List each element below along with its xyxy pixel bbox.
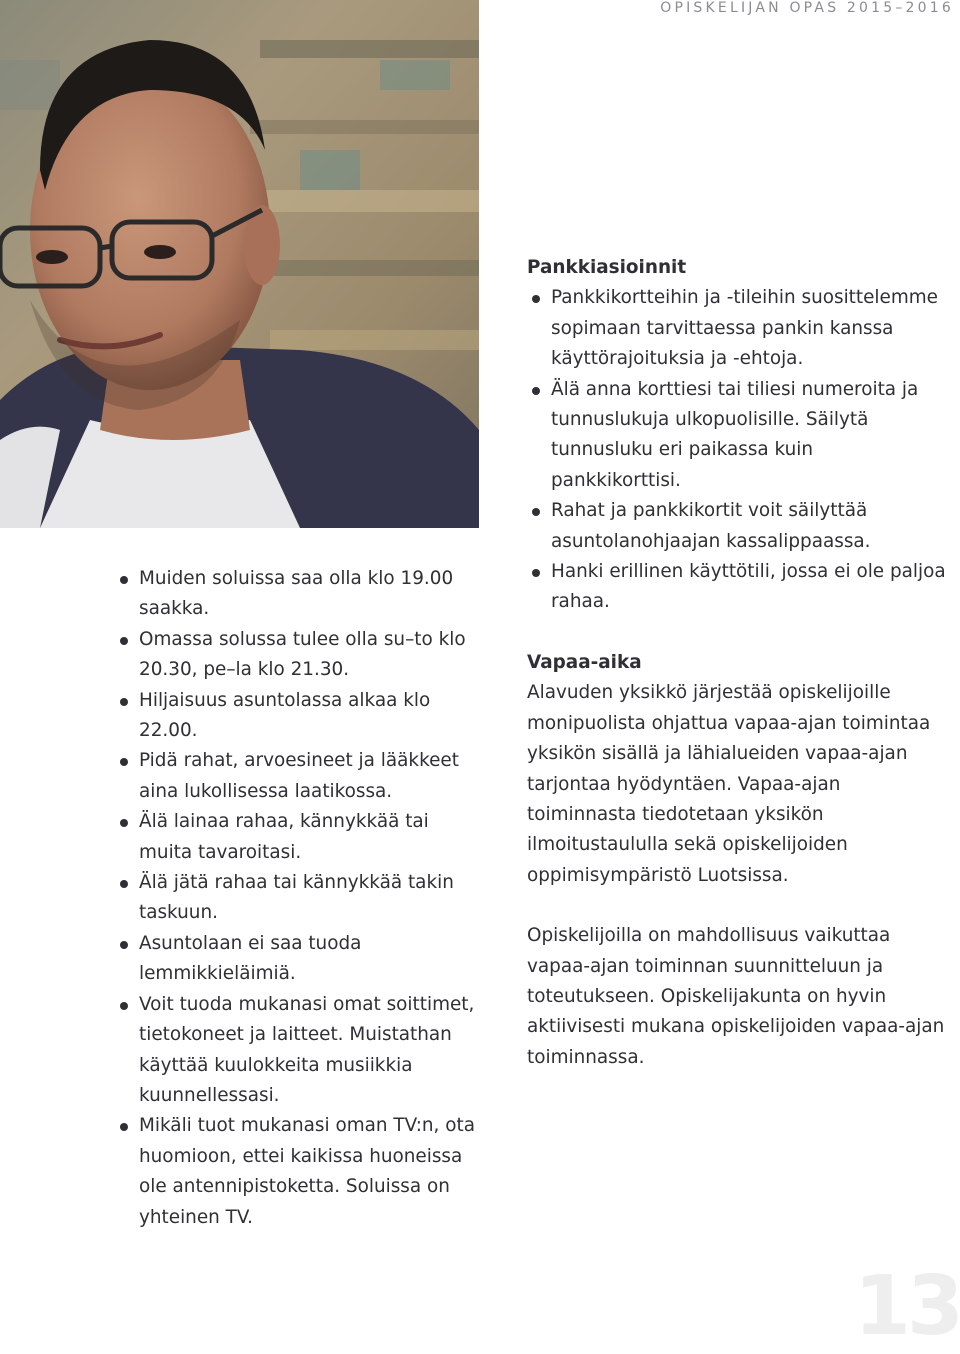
banking-list: [527, 283, 947, 617]
dormitory-rules-column: [115, 564, 475, 1233]
list-item: Hanki erillinen käyttötili, jossa ei ole paljoa rahaa.: [527, 557, 947, 618]
list-item: Älä jätä rahaa tai kännykkää takin taskuun.: [115, 868, 475, 929]
bullet-icon: [120, 758, 128, 766]
bullet-icon: [120, 576, 128, 584]
list-item: Asuntolaan ei saa tuoda lemmikkieläimiä.: [115, 929, 475, 990]
list-item: Hiljaisuus asuntolassa alkaa klo 22.00.: [115, 686, 475, 747]
banking-heading: Pankkiasioinnit: [527, 257, 687, 278]
page-number: 13: [853, 1259, 960, 1354]
list-item: Älä anna korttiesi tai tiliesi numeroita ja tunnuslukuja ulkopuolisille. Säilytä tunnusluku eri paikassa kuin pankkikorttisi.: [527, 375, 947, 497]
list-item: Älä lainaa rahaa, kännykkää tai muita tavaroitasi.: [115, 807, 475, 868]
list-item: Pidä rahat, arvoesineet ja lääkkeet aina lukollisessa laatikossa.: [115, 746, 475, 807]
page-header: OPISKELIJAN OPAS 2015–2016: [660, 0, 954, 16]
bullet-icon: [120, 941, 128, 949]
right-column: [527, 253, 947, 1073]
list-item: Mikäli tuot mukanasi oman TV:n, ota huomioon, ettei kaikissa huoneissa ole antennipistoketta. Soluissa on yhteinen TV.: [115, 1111, 475, 1233]
bullet-icon: [532, 295, 540, 303]
leisure-heading: Vapaa-aika: [527, 651, 642, 673]
bullet-icon: [120, 1002, 128, 1010]
bullet-icon: [532, 508, 540, 516]
bullet-icon: [120, 819, 128, 827]
bullet-icon: [120, 637, 128, 645]
bullet-icon: [120, 880, 128, 888]
bullet-icon: [532, 387, 540, 395]
list-item: Omassa solussa tulee olla su–to klo 20.30, pe–la klo 21.30.: [115, 625, 475, 686]
bullet-icon: [120, 1123, 128, 1131]
list-item: Rahat ja pankkikortit voit säilyttää asuntolanohjaajan kassalippaassa.: [527, 496, 947, 557]
leisure-paragraph-2: Opiskelijoilla on mahdollisuus vaikuttaa vapaa-ajan toiminnan suunnitteluun ja toteutukseen. Opiskelijakunta on hyvin aktiivisesti mukana opiskelijoiden vapaa-ajan toiminnassa.: [527, 925, 945, 1068]
bullet-icon: [120, 698, 128, 706]
list-item: Voit tuoda mukanasi omat soittimet, tietokoneet ja laitteet. Muistathan käyttää kuulokkeita musiikkia kuunnellessasi.: [115, 990, 475, 1112]
list-item: Muiden soluissa saa olla klo 19.00 saakka.: [115, 564, 475, 625]
dormitory-rules-list: [115, 564, 475, 1233]
list-item: Pankkikortteihin ja -tileihin suosittelemme sopimaan tarvittaessa pankin kanssa käyttörajoituksia ja -ehtoja.: [527, 283, 947, 374]
student-portrait-photo: [0, 0, 479, 528]
leisure-paragraph-1: Alavuden yksikkö järjestää opiskelijoille monipuolista ohjattua vapaa-ajan toimintaa yksikön sisällä ja lähialueiden vapaa-ajan tarjontaa hyödyntäen. Vapaa-ajan toiminnasta tiedotetaan yksikön ilmoitustaululla sekä opiskelijoiden oppimisympäristö Luotsissa.: [527, 682, 931, 886]
bullet-icon: [532, 569, 540, 577]
